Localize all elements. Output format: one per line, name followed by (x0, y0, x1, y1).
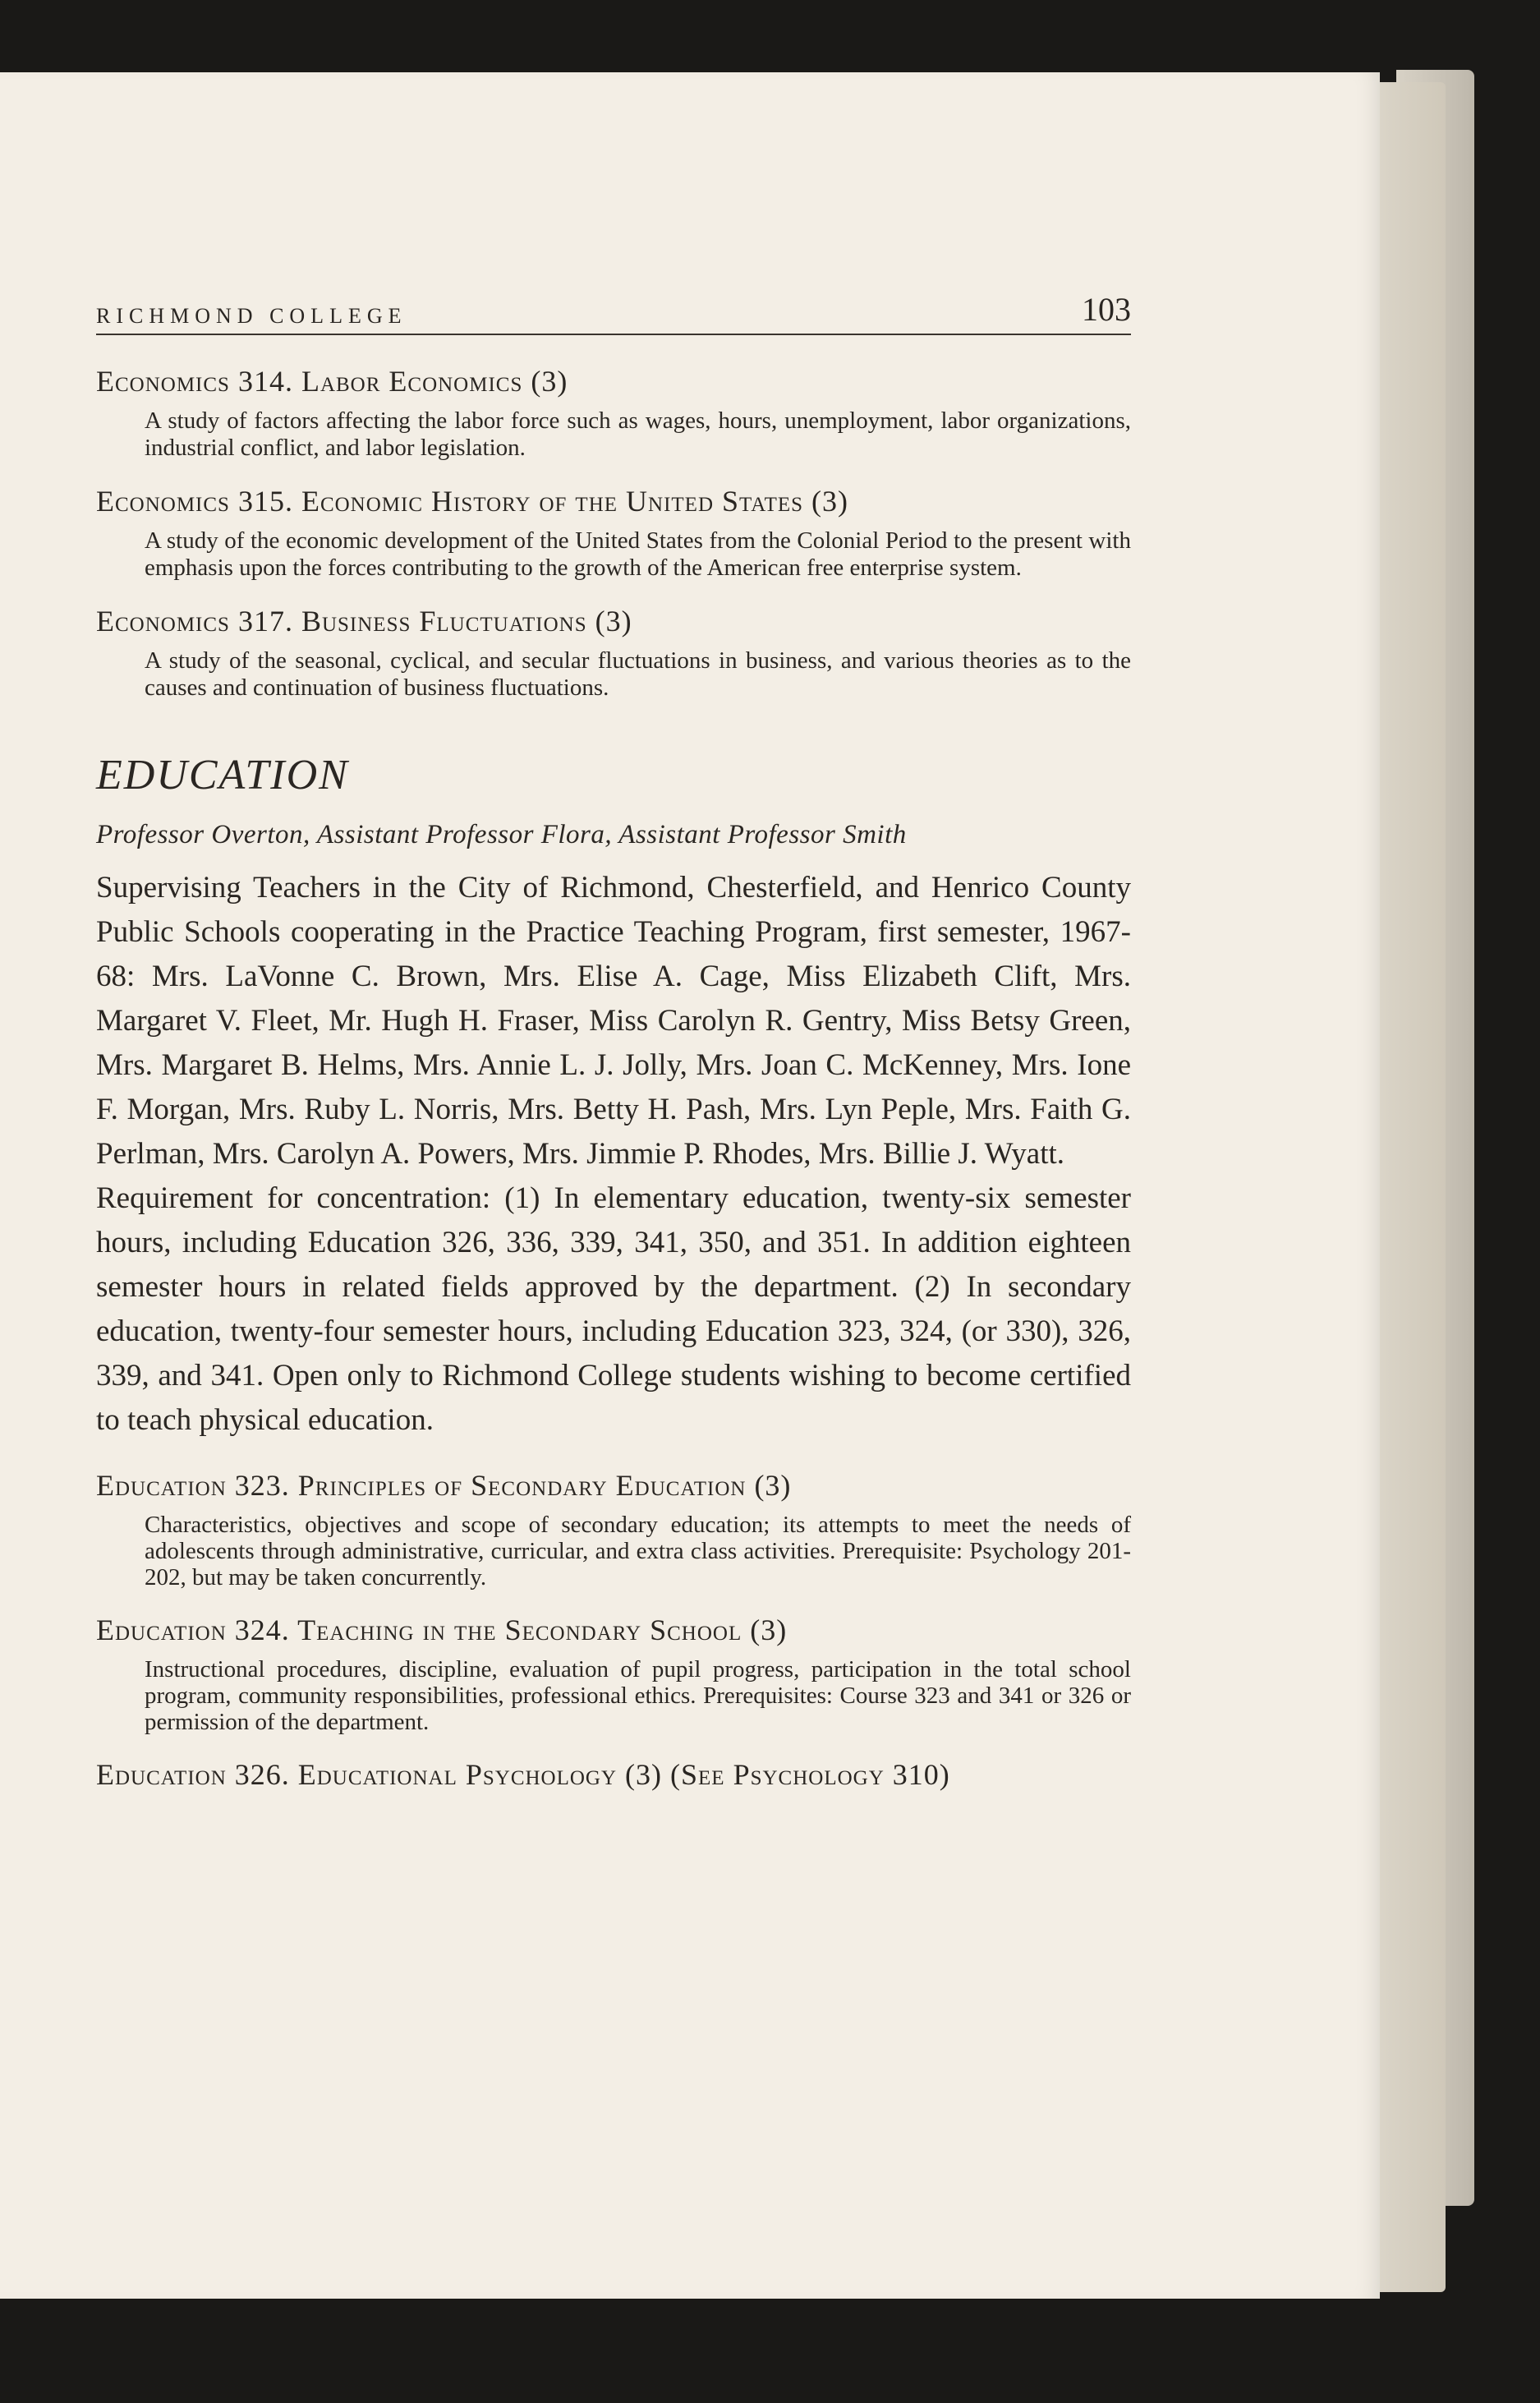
course-entry (96, 363, 1131, 462)
running-head-title: RICHMOND COLLEGE (96, 304, 407, 328)
course-entry (96, 1467, 1131, 1590)
course-description: A study of the economic development of the United States from the Colonial Period to the present with emphasis upon the forces contributing to the growth of the American free enterprise system. (145, 527, 1131, 581)
course-entry (96, 603, 1131, 702)
running-head (96, 284, 1131, 335)
department-faculty: Professor Overton, Assistant Professor Flora, Assistant Professor Smith (96, 820, 907, 849)
course-entry (96, 1612, 1131, 1735)
course-entry (96, 1756, 1131, 1793)
course-heading: Economics 315. Economic History of the United States (3) (96, 485, 848, 518)
course-description: Instructional procedures, discipline, evaluation of pupil progress, participation in the total school program, community responsibilities, professional ethics. Prerequisites: Course 323 and 341 or 326 or permission of the department. (145, 1656, 1131, 1735)
course-heading: Economics 317. Business Fluctuations (3) (96, 605, 632, 638)
department-title: EDUCATION (96, 752, 349, 799)
page-content (96, 284, 1131, 1793)
page-number: 103 (1082, 291, 1131, 328)
course-heading: Education 323. Principles of Secondary Education (3) (96, 1469, 792, 1502)
course-heading: Education 326. Educational Psychology (3) (See Psychology 310) (96, 1758, 950, 1791)
requirement-paragraph: Requirement for concentration: (1) In elementary education, twenty-six semester hours, including Education 326, 336, 339, 341, 350, and 351. In addition eighteen semester hours in related fields approved by the department. (2) In secondary education, twenty-four semester hours, including Education 323, 324, (or 330), 326, 339, and 341. Open only to Richmond College students wishing to become certified to teach physical education. (96, 1181, 1131, 1437)
book-page (0, 72, 1380, 2299)
course-entry (96, 483, 1131, 582)
course-heading: Education 324. Teaching in the Secondary School (3) (96, 1614, 788, 1646)
course-description: A study of factors affecting the labor force such as wages, hours, unemployment, labor organizations, industrial conflict, and labor legislation. (145, 407, 1131, 461)
course-description: Characteristics, objectives and scope of secondary education; its attempts to meet the needs of adolescents through administrative, curricular, and extra class activities. Prerequisite: Psychology 201-202, but may be taken concurrently. (145, 1512, 1131, 1590)
course-heading: Economics 314. Labor Economics (3) (96, 365, 568, 398)
supervising-teachers-paragraph: Supervising Teachers in the City of Richmond, Chesterfield, and Henrico County Public Schools cooperating in the Practice Teaching Program, first semester, 1967-68: Mrs. LaVonne C. Brown, Mrs. Elise A. Cage, Miss Elizabeth Clift, Mrs. Margaret V. Fleet, Mr. Hugh H. Fraser, Miss Carolyn R. Gentry, Miss Betsy Green, Mrs. Margaret B. Helms, Mrs. Annie L. J. Jolly, Mrs. Joan C. McKenney, Mrs. Ione F. Morgan, Mrs. Ruby L. Norris, Mrs. Betty H. Pash, Mrs. Lyn Peple, Mrs. Faith G. Perlman, Mrs. Carolyn A. Powers, Mrs. Jimmie P. Rhodes, Mrs. Billie J. Wyatt. (96, 871, 1131, 1171)
course-description: A study of the seasonal, cyclical, and secular fluctuations in business, and various theories as to the causes and continuation of business fluctuations. (145, 647, 1131, 701)
